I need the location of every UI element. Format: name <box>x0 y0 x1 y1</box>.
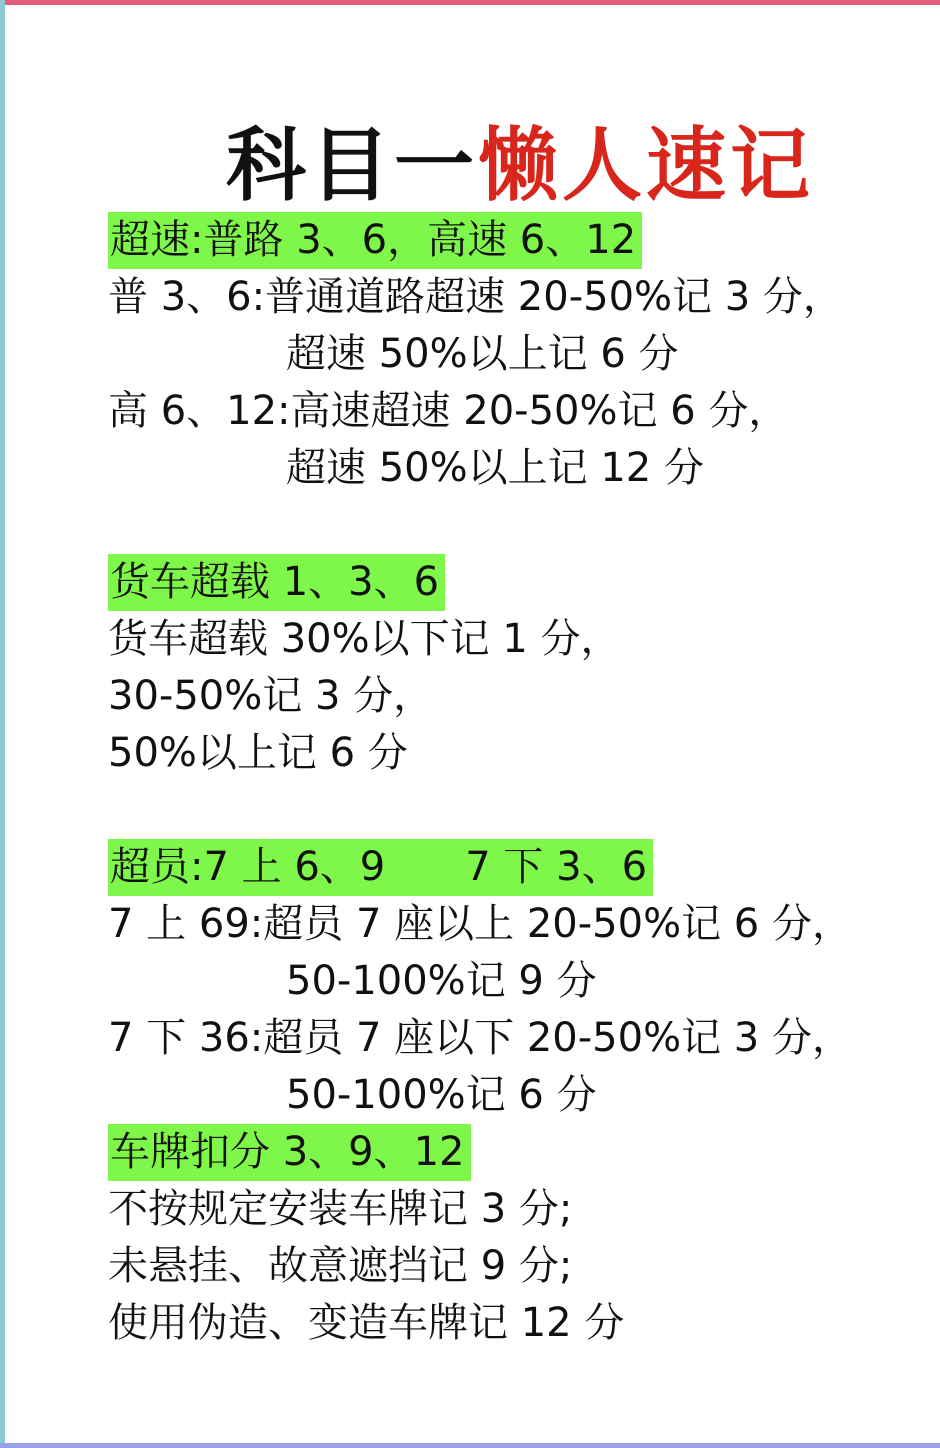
page-title <box>0 118 940 214</box>
content <box>108 212 908 1352</box>
bottom-border <box>0 1443 940 1448</box>
body-line: 7 下 36:超员 7 座以下 20-50%记 3 分， <box>108 1015 852 1061</box>
section-heading-highlight: 超员:7 上 6、9 7 下 3、6 <box>108 839 653 896</box>
body-line: 7 上 69:超员 7 座以上 20-50%记 6 分， <box>108 901 852 947</box>
section-heading-highlight: 货车超载 1、3、6 <box>108 554 445 611</box>
section-heading-highlight: 车牌扣分 3、9、12 <box>108 1124 471 1181</box>
body-line: 使用伪造、变造车牌记 12 分 <box>108 1300 625 1346</box>
body-line: 高 6、12:高速超速 20-50%记 6 分， <box>108 388 789 434</box>
body-line-indented: 50-100%记 9 分 <box>286 958 597 1004</box>
title-black-part: 科目一 <box>226 119 478 212</box>
section-heading <box>108 1124 908 1181</box>
spacer <box>108 497 908 554</box>
left-border <box>0 0 5 1448</box>
body-line-indented: 超速 50%以上记 6 分 <box>286 331 679 377</box>
body-line: 不按规定安装车牌记 3 分; <box>108 1186 573 1232</box>
spacer <box>108 782 908 839</box>
title-red-part: 懒人速记 <box>478 119 814 212</box>
section-heading <box>108 839 908 896</box>
section-heading <box>108 554 908 611</box>
body-line: 货车超载 30%以下记 1 分， <box>108 616 621 662</box>
body-line: 普 3、6:普通道路超速 20-50%记 3 分， <box>108 274 843 320</box>
body-line: 未悬挂、故意遮挡记 9 分; <box>108 1243 573 1289</box>
section-heading <box>108 212 908 269</box>
body-line: 30-50%记 3 分， <box>108 673 434 719</box>
body-line-indented: 50-100%记 6 分 <box>286 1072 597 1118</box>
top-border <box>0 0 940 5</box>
body-line: 50%以上记 6 分 <box>108 730 408 776</box>
body-line-indented: 超速 50%以上记 12 分 <box>286 445 704 491</box>
section-heading-highlight: 超速:普路 3、6，高速 6、12 <box>108 212 642 269</box>
